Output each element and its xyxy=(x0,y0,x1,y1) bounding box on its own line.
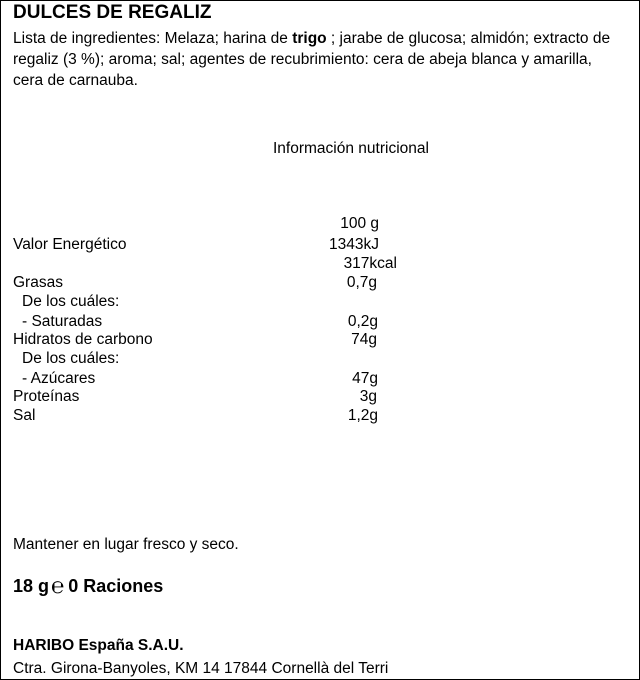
ingredients-list xyxy=(13,28,613,91)
nutrition-row-value: 47g xyxy=(352,370,378,387)
company-name: HARIBO España S.A.U. xyxy=(13,637,184,654)
nutrition-row-value: 0,2g xyxy=(347,313,378,330)
nutrition-row-label: Hidratos de carbono xyxy=(13,331,153,348)
nutrition-row-value: 74g xyxy=(351,331,377,348)
nutrition-row-label: Valor Energético xyxy=(13,236,127,253)
nutrition-heading: Información nutricional xyxy=(273,140,429,157)
nutrition-row-label: Proteínas xyxy=(13,388,80,405)
nutrition-row-value: 317kcal xyxy=(343,255,397,272)
nutrition-row-value: 1343kJ xyxy=(329,236,379,253)
ingredients-suffix: ; jarabe de glucosa; almidón; extracto de regaliz (3 %); aroma; sal; agentes de recubrimiento: cera de abeja blanca y amarilla, cera de carnauba. xyxy=(13,30,611,89)
nutrition-row-label: - Saturadas xyxy=(22,313,103,330)
servings-count: 0 Raciones xyxy=(68,576,164,596)
nutrition-row-label: Grasas xyxy=(13,274,63,291)
company-address: Ctra. Girona-Banyoles, KM 14 17844 Cornellà del Terri xyxy=(13,660,389,677)
nutrition-column-header: 100 g xyxy=(340,215,379,232)
allergen-highlight: trigo xyxy=(292,30,327,47)
estimated-sign-icon: ℮ xyxy=(51,573,65,598)
nutrition-row-label: De los cuáles: xyxy=(22,293,120,310)
nutrition-row-label: - Azúcares xyxy=(22,370,96,387)
storage-instructions: Mantener en lugar fresco y seco. xyxy=(13,536,239,553)
ingredients-prefix: Lista de ingredientes: Melaza; harina de xyxy=(13,30,293,47)
portion-info xyxy=(13,573,164,598)
nutrition-row-value: 0,7g xyxy=(346,274,377,291)
nutrition-row-label: Sal xyxy=(13,407,36,424)
product-title: DULCES DE REGALIZ xyxy=(13,2,212,23)
nutrition-row-value: 1,2g xyxy=(347,407,378,424)
nutrition-row-value: 3g xyxy=(359,388,377,405)
nutrition-row-label: De los cuáles: xyxy=(22,350,120,367)
net-weight: 18 g xyxy=(13,576,50,596)
